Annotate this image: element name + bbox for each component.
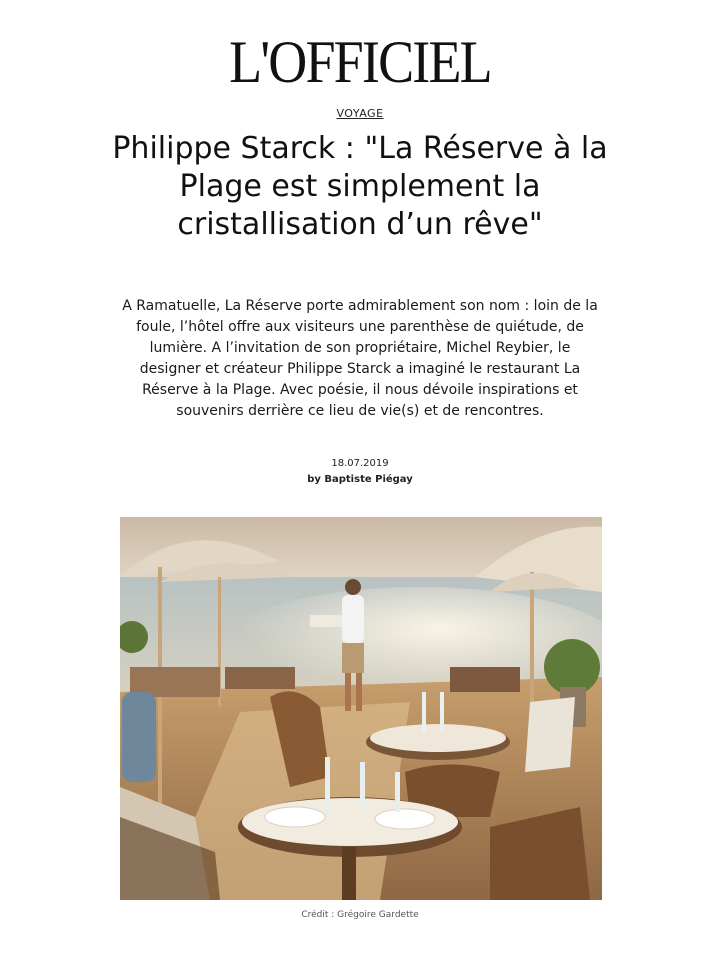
article-title: Philippe Starck : "La Réserve à la Plage est simplement la cristallisation d’un rêve" <box>112 131 608 242</box>
site-logo[interactable]: L'OFFICIEL <box>229 29 491 95</box>
author-byline[interactable]: by Baptiste Piégay <box>307 474 413 485</box>
category-link[interactable]: VOYAGE <box>336 107 384 120</box>
publish-date: 18.07.2019 <box>331 458 389 469</box>
photo-credit: Crédit : Grégoire Gardette <box>301 910 419 920</box>
article-lede: A Ramatuelle, La Réserve porte admirablement son nom : loin de la foule, l’hôtel offre aux visiteurs une parenthèse de quiétude, de lumière. A l’invitation de son propriétaire, Michel Reybier, le designer et créateur Philippe Starck a imaginé le restaurant La Réserve à la Plage. Avec poésie, il nous dévoile inspirations et souvenirs derrière ce lieu de vie(s) et de rencontres. <box>122 298 598 419</box>
article-hero-image <box>120 517 602 900</box>
